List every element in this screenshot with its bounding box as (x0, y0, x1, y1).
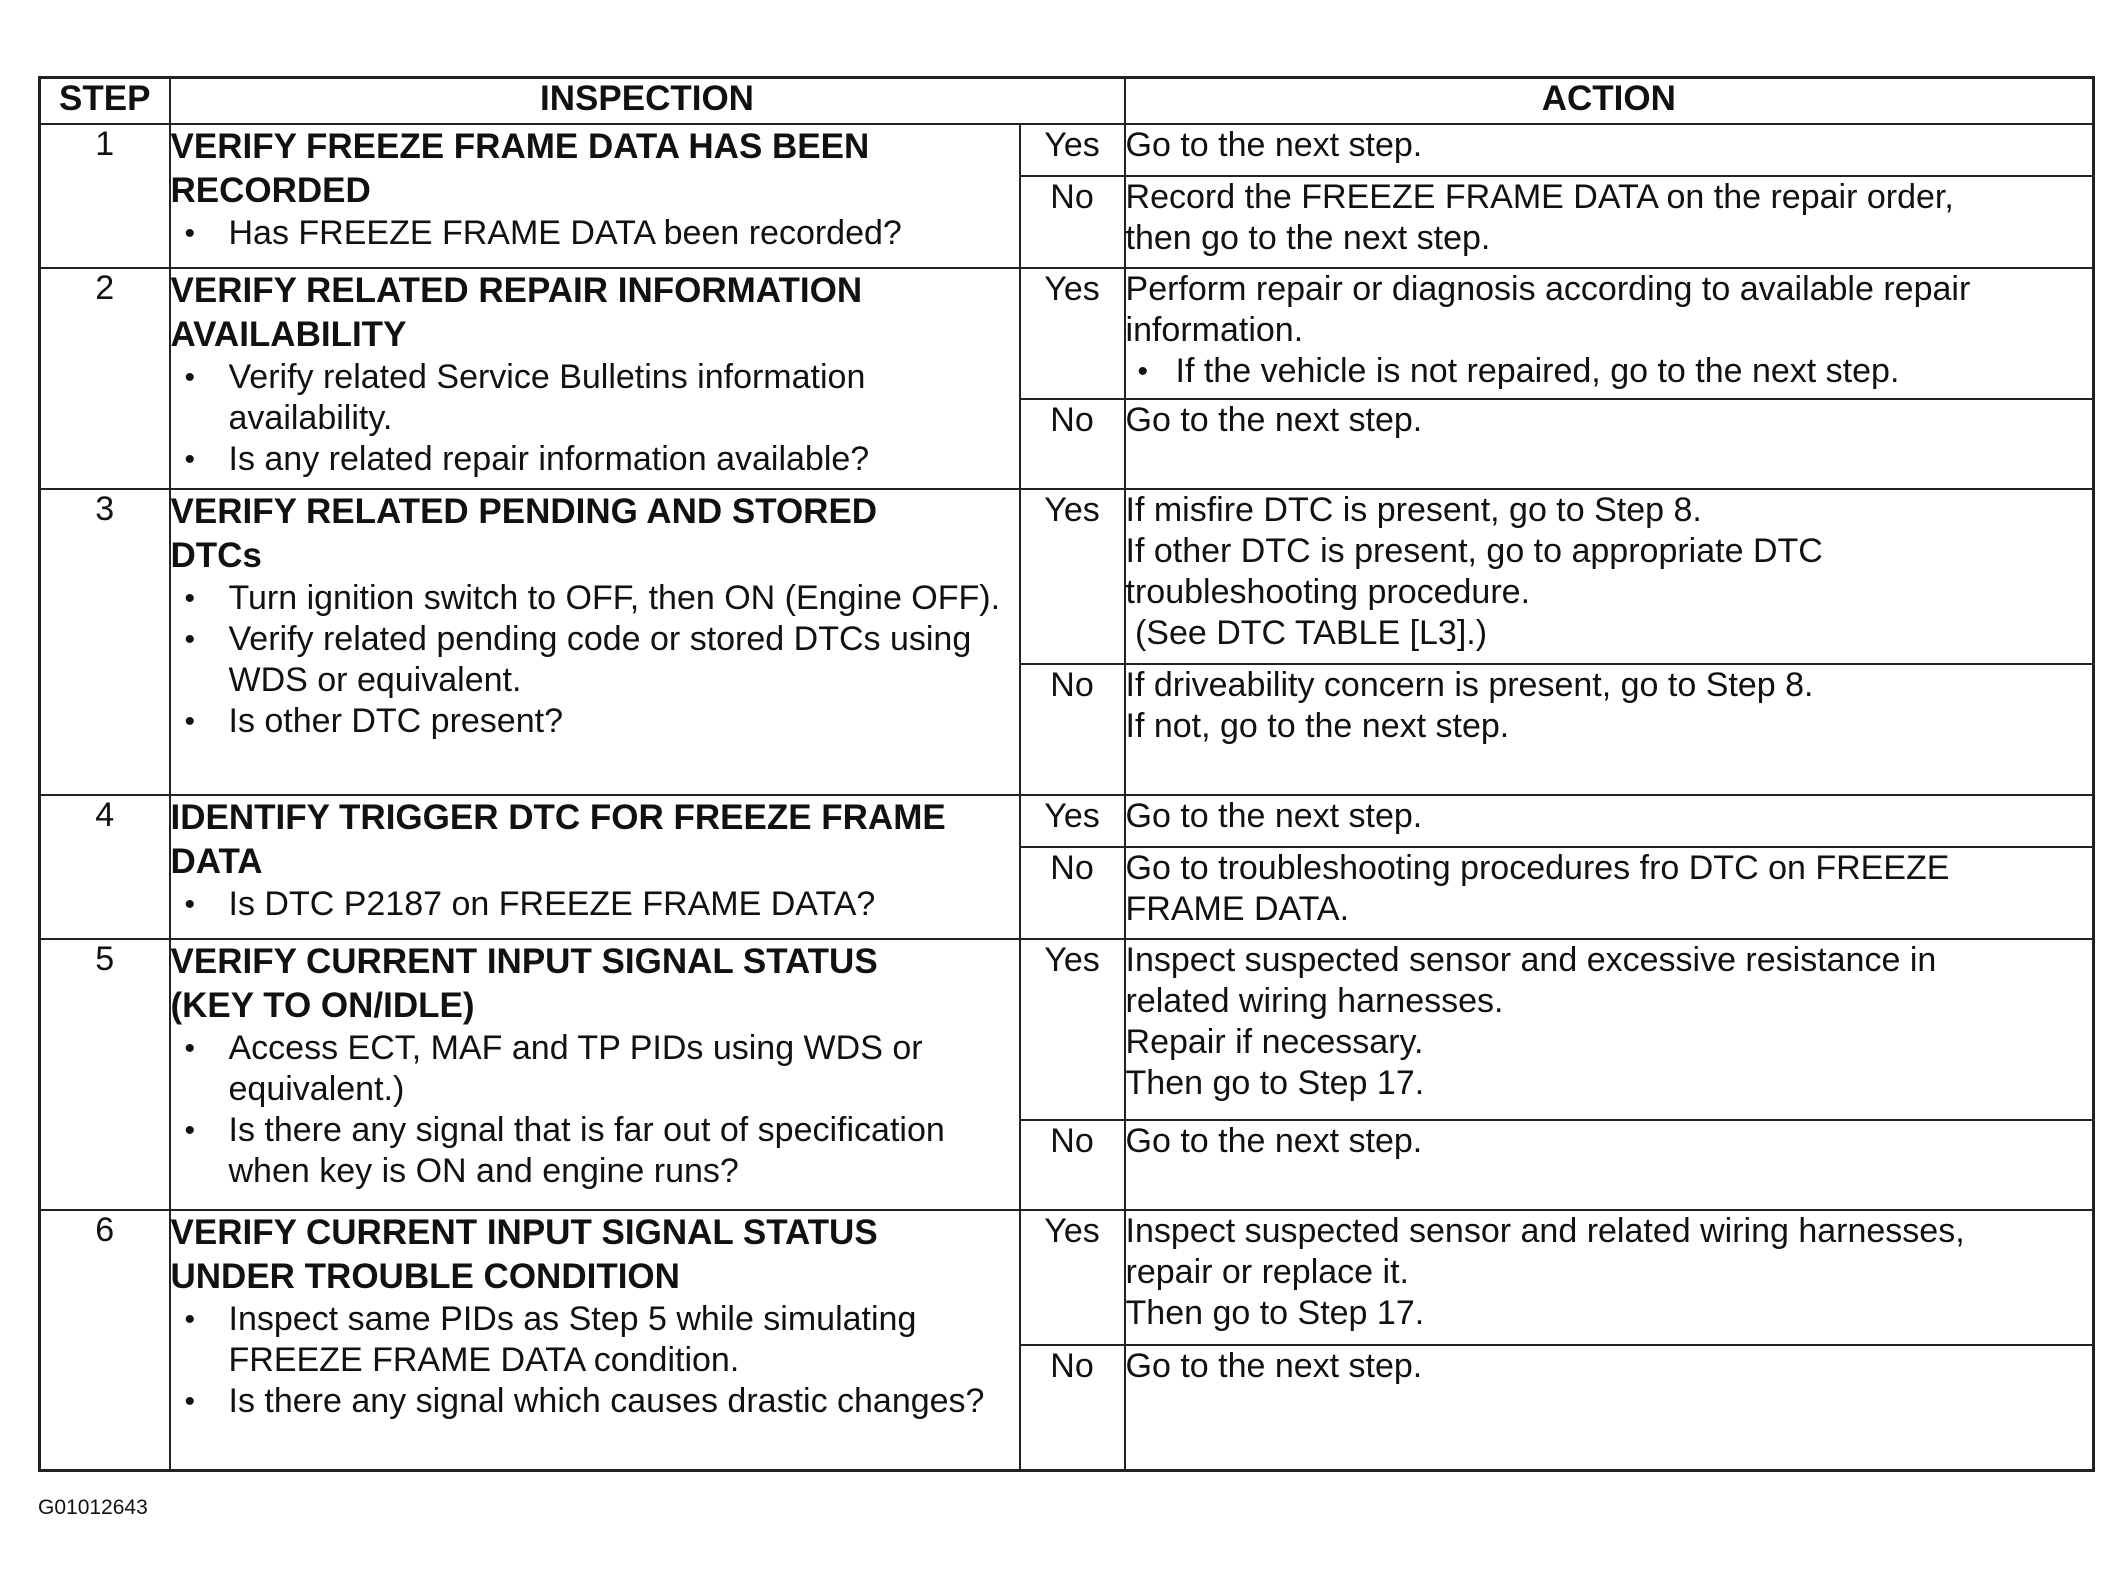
action-line: Go to the next step. (1125, 400, 1423, 439)
action-line: If not, go to the next step. (1125, 707, 1510, 746)
no-label: No (1020, 176, 1125, 268)
no-action (1125, 1345, 2094, 1470)
header-action: ACTION (1125, 78, 2094, 125)
table-row (40, 124, 2094, 176)
action-line: Record the FREEZE FRAME DATA on the repair order, (1125, 178, 1954, 217)
inspection-title: VERIFY RELATED REPAIR INFORMATION (170, 271, 863, 311)
action-line: Then go to Step 17. (1125, 1064, 1425, 1103)
action-line: Go to the next step. (1125, 1121, 1423, 1160)
yes-label: Yes (1020, 1210, 1125, 1345)
inspection-title: VERIFY CURRENT INPUT SIGNAL STATUS (170, 942, 878, 982)
no-label: No (1020, 1120, 1125, 1210)
no-action (1125, 1120, 2094, 1210)
action-line: If other DTC is present, go to appropriate DTC (1125, 531, 1823, 570)
inspection-bullet: • Verify related Service Bulletins information availability. (171, 357, 1019, 439)
inspection-cell (170, 124, 1020, 268)
inspection-bullet: • Access ECT, MAF and TP PIDs using WDS or equivalent.) (171, 1028, 1019, 1110)
inspection-bullets (171, 357, 1019, 480)
action-line: (See DTC TABLE [L3].) (1125, 613, 1488, 652)
header-inspection: INSPECTION (170, 78, 1125, 125)
action-line: Then go to Step 17. (1125, 1293, 1425, 1332)
yes-label: Yes (1020, 124, 1125, 176)
inspection-bullet: • Inspect same PIDs as Step 5 while simulating FREEZE FRAME DATA condition. (171, 1299, 1019, 1381)
table-header-row (40, 78, 2094, 125)
action-line: Inspect suspected sensor and related wiring harnesses, (1125, 1211, 1965, 1250)
inspection-bullet: • Has FREEZE FRAME DATA been recorded? (171, 213, 1019, 254)
inspection-cell (170, 939, 1020, 1210)
yes-action (1125, 124, 2094, 176)
inspection-bullets (171, 213, 1019, 254)
no-label: No (1020, 1345, 1125, 1470)
no-action (1125, 847, 2094, 939)
inspection-title: VERIFY RELATED PENDING AND STORED (170, 491, 878, 531)
step-number: 4 (40, 795, 170, 939)
inspection-bullets (171, 1299, 1019, 1422)
inspection-title: DATA (170, 841, 263, 881)
action-line: Repair if necessary. (1125, 1023, 1424, 1062)
table-row (40, 939, 2094, 1119)
no-label: No (1020, 847, 1125, 939)
header-step: STEP (40, 78, 170, 125)
inspection-title: VERIFY FREEZE FRAME DATA HAS BEEN (170, 127, 870, 166)
table-row (40, 795, 2094, 847)
action-line: Go to troubleshooting procedures fro DTC on FREEZE (1125, 848, 1950, 887)
step-number: 1 (40, 124, 170, 268)
yes-label: Yes (1020, 795, 1125, 847)
step-number: 2 (40, 268, 170, 489)
inspection-cell (170, 795, 1020, 939)
no-label: No (1020, 664, 1125, 794)
yes-label: Yes (1020, 939, 1125, 1119)
no-action (1125, 664, 2094, 794)
inspection-bullets (171, 1028, 1019, 1192)
action-line: Inspect suspected sensor and excessive resistance in (1125, 941, 1937, 980)
inspection-bullet: • Is there any signal that is far out of specification when key is ON and engine runs? (171, 1110, 1019, 1192)
inspection-title: AVAILABILITY (170, 315, 407, 355)
action-line: Go to the next step. (1125, 796, 1423, 835)
action-line: then go to the next step. (1125, 219, 1491, 258)
inspection-cell (170, 268, 1020, 489)
inspection-title: UNDER TROUBLE CONDITION (170, 1256, 680, 1296)
action-line: If driveability concern is present, go to Step 8. (1125, 666, 1814, 705)
inspection-title: DTCs (170, 535, 262, 575)
inspection-bullet: • Is DTC P2187 on FREEZE FRAME DATA? (171, 884, 1019, 925)
no-label: No (1020, 399, 1125, 489)
inspection-cell (170, 1210, 1020, 1471)
yes-action (1125, 795, 2094, 847)
inspection-bullet: • Is any related repair information available? (171, 439, 1019, 480)
table-row (40, 489, 2094, 664)
inspection-title: RECORDED (170, 171, 371, 210)
action-line: repair or replace it. (1125, 1252, 1409, 1291)
action-line: related wiring harnesses. (1125, 982, 1504, 1021)
step-number: 6 (40, 1210, 170, 1471)
action-line: troubleshooting procedure. (1125, 572, 1531, 611)
inspection-bullet: • Is other DTC present? (171, 701, 1019, 742)
inspection-title: (KEY TO ON/IDLE) (170, 986, 475, 1026)
action-line: FRAME DATA. (1125, 889, 1350, 928)
table-row (40, 268, 2094, 398)
inspection-bullet: • Is there any signal which causes drastic changes? (171, 1381, 1019, 1422)
action-line: Go to the next step. (1125, 126, 1423, 164)
action-bullet: • If the vehicle is not repaired, go to the next step. (1126, 351, 2093, 392)
step-number: 3 (40, 489, 170, 795)
yes-action (1125, 939, 2094, 1119)
yes-action (1125, 1210, 2094, 1345)
table-body (40, 124, 2094, 1471)
diagnostic-procedure-table (38, 76, 2095, 1472)
inspection-title: VERIFY CURRENT INPUT SIGNAL STATUS (170, 1212, 878, 1252)
yes-label: Yes (1020, 268, 1125, 398)
inspection-bullet: • Verify related pending code or stored DTCs using WDS or equivalent. (171, 619, 1019, 701)
yes-action (1125, 489, 2094, 664)
action-line: Go to the next step. (1125, 1347, 1423, 1386)
inspection-bullets (171, 884, 1019, 925)
no-action (1125, 176, 2094, 268)
no-action (1125, 399, 2094, 489)
action-line: information. (1125, 311, 1304, 350)
figure-id-label: G01012643 (38, 1496, 148, 1519)
inspection-bullet: • Turn ignition switch to OFF, then ON (Engine OFF). (171, 578, 1019, 619)
action-line: Perform repair or diagnosis according to available repair (1125, 270, 1971, 309)
inspection-title: IDENTIFY TRIGGER DTC FOR FREEZE FRAME (170, 797, 946, 837)
table-row (40, 1210, 2094, 1345)
yes-label: Yes (1020, 489, 1125, 664)
inspection-bullets (171, 578, 1019, 742)
step-number: 5 (40, 939, 170, 1210)
yes-action (1125, 268, 2094, 398)
action-line: If misfire DTC is present, go to Step 8. (1125, 490, 1702, 529)
inspection-cell (170, 489, 1020, 795)
